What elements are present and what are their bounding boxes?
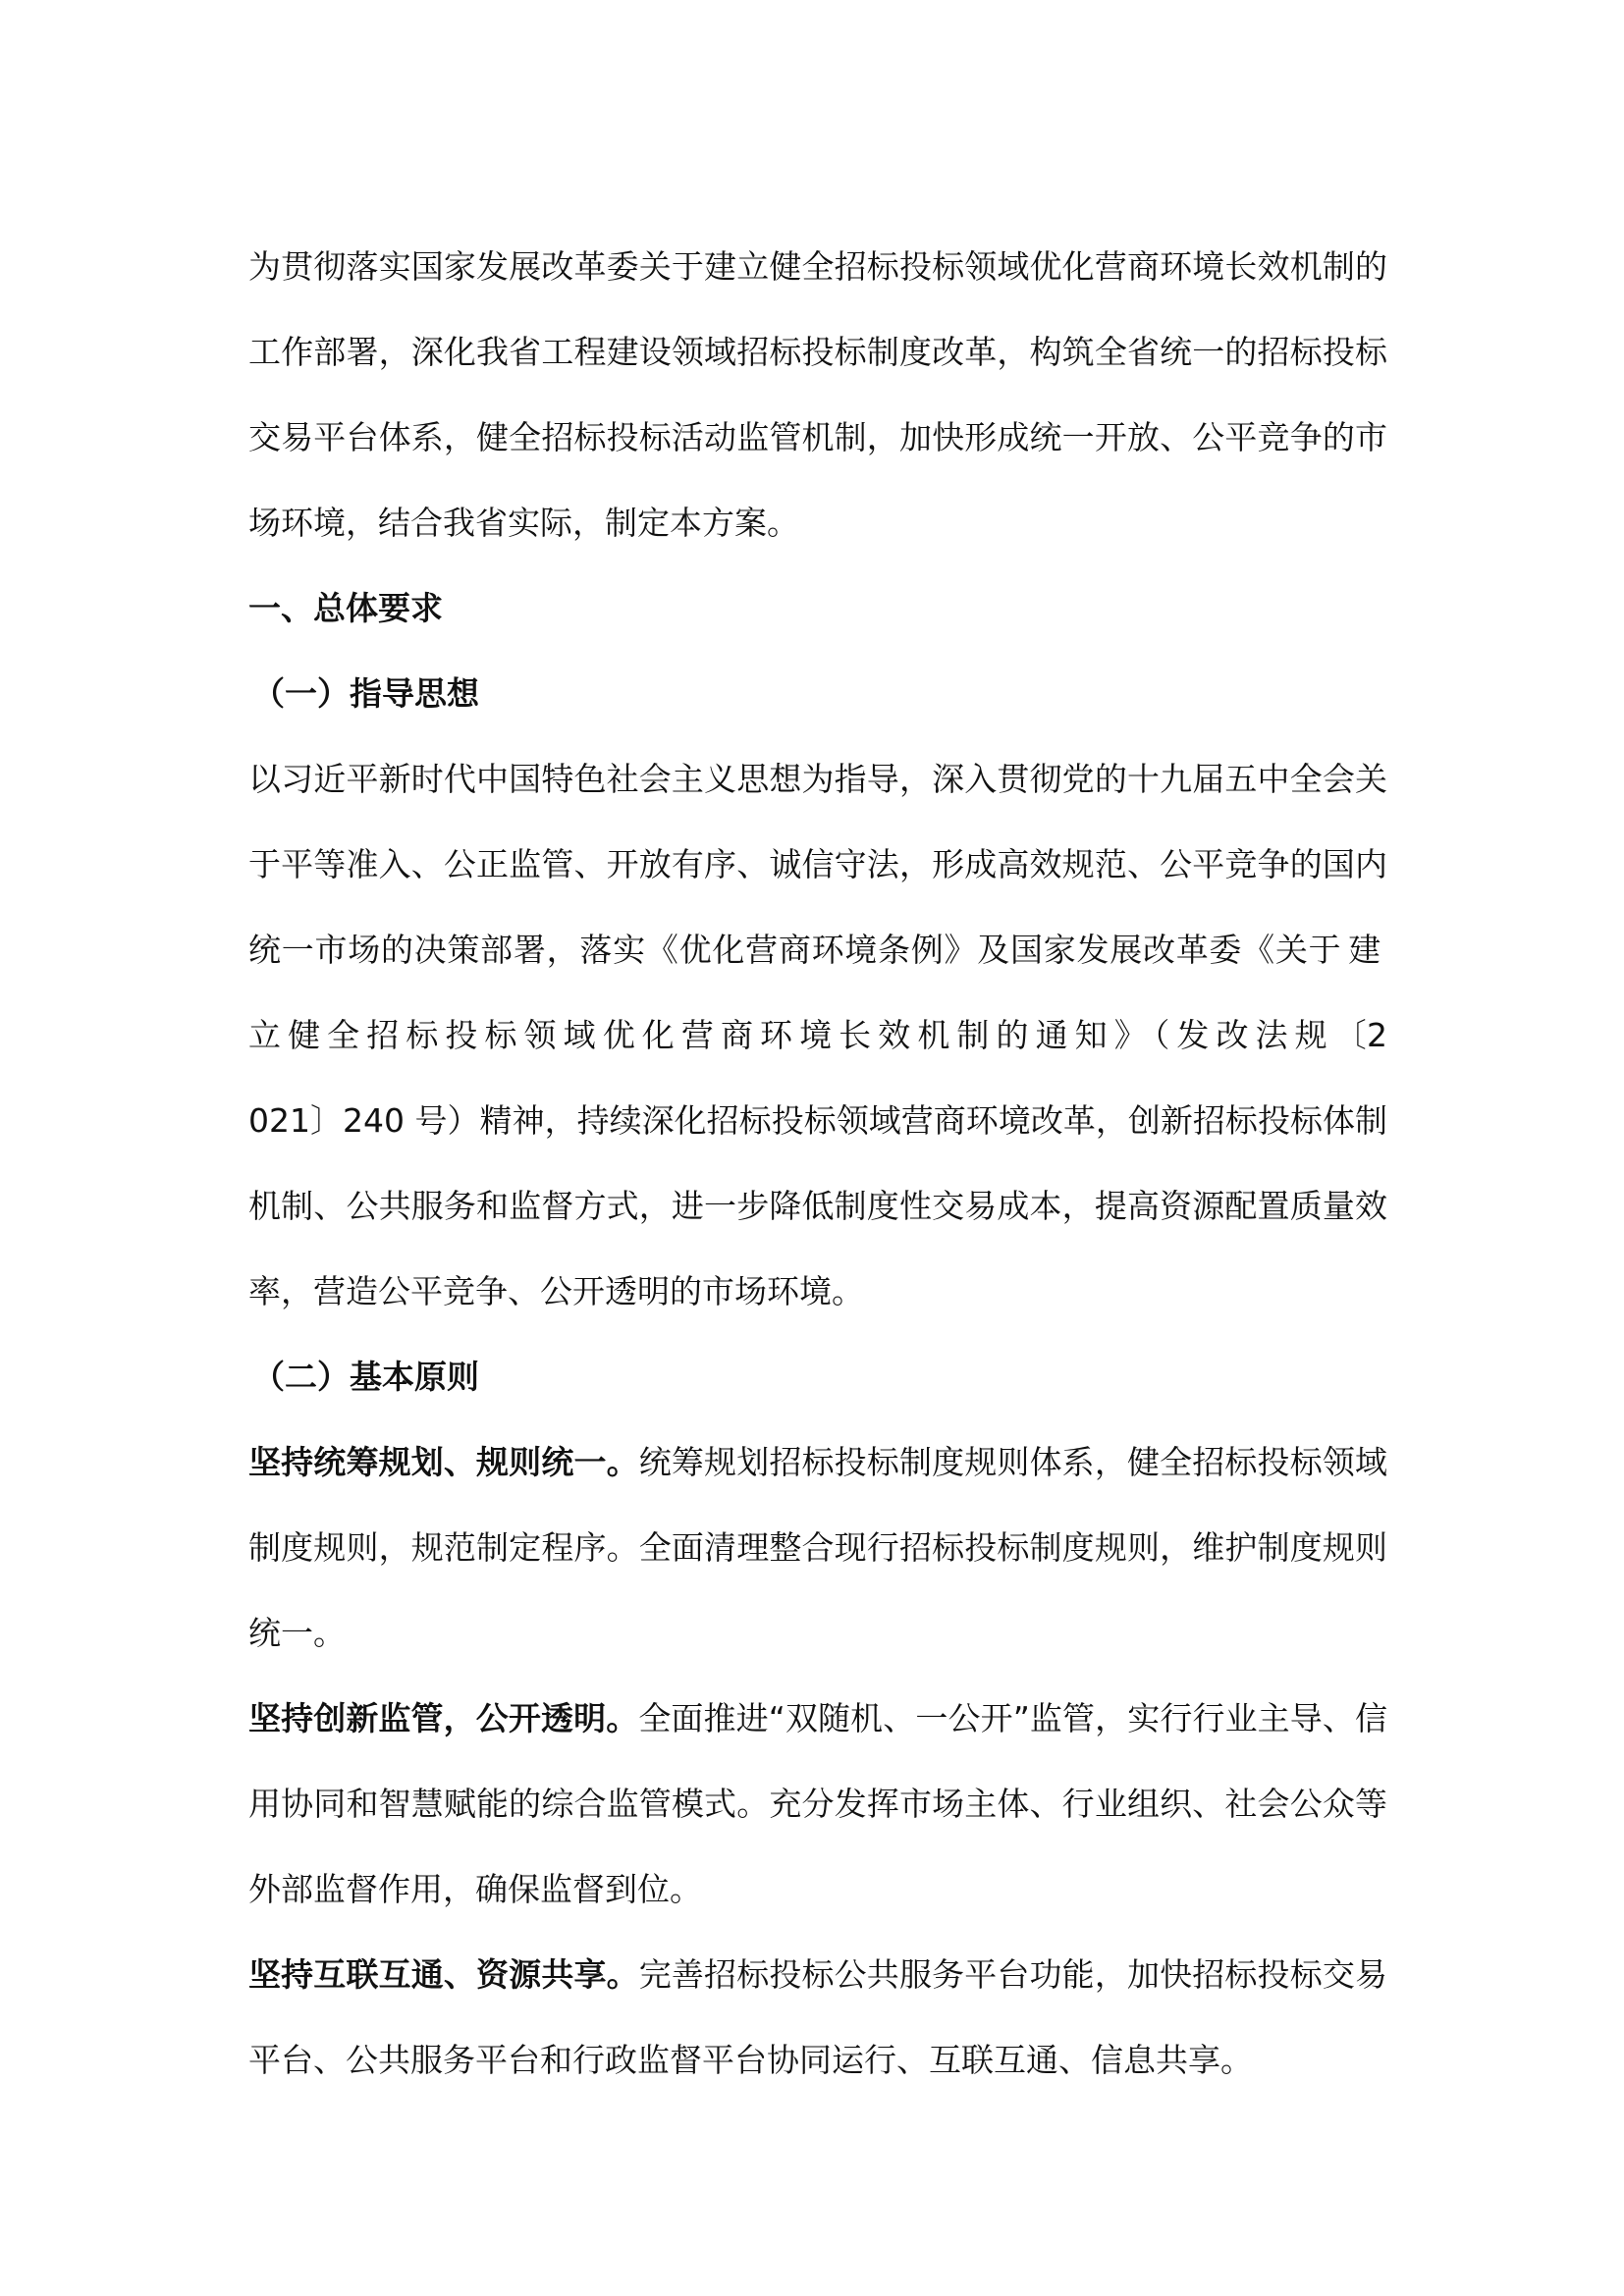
principle-text: 统筹规划招标投标制度规则体系，健全招标投标领域制度规则，规范制定程序。全面清理整合现行招标投标制度规则，维护制度规则统一。: [248, 1443, 1388, 1652]
section-heading: 一、总体要求: [248, 589, 443, 627]
principle-paragraph: [248, 1419, 1387, 1676]
subsection-heading-guiding-thought: （一）指导思想: [252, 674, 479, 713]
subsection-heading-basic-principles: （二）基本原则: [252, 1358, 479, 1396]
intro-paragraph: 为贯彻落实国家发展改革委关于建立健全招标投标领域优化营商环境长效机制的工作部署，深化我省工程建设领域招标投标制度改革，构筑全省统一的招标投标交易平台体系，健全招标投标活动监管机制，加快形成统一开放、公平竞争的市场环境，结合我省实际，制定本方案。: [248, 247, 1387, 542]
guiding-thought-text-2: 于建立健全招标投标领域优化营商环境长效机制的通知》（发改法规: [248, 931, 1387, 1054]
document-body: [248, 224, 1387, 2103]
principle-text: 完善招标投标公共服务平台功能，加快招标投标交易平台、公共服务平台和行政监督平台协同运行、互联互通、信息共享。: [248, 1955, 1388, 2079]
principle-lead: 坚持统筹规划、规则统一。: [248, 1443, 639, 1481]
guiding-thought-text-3: 〔2021〕240 号）精神，持续深化招标投标领域营商环境改革，创新招标投标体制机制、公共服务和监督方式，进一步降低制度性交易成本，提高资源配置质量效率，营造公平竞争、公开透明的市场环境。: [248, 1016, 1387, 1310]
principle-paragraph: [248, 1676, 1387, 1932]
principle-lead: 坚持创新监管，公开透明。: [248, 1699, 639, 1737]
guiding-thought-paragraph: [248, 736, 1387, 1334]
guiding-thought-text-1: 以习近平新时代中国特色社会主义思想为指导，深入贯彻党的十九届五中全会关于平等准入、公正监管、开放有序、诚信守法，形成高效规范、公平竞争的国内统一市场的决策部署，落实《优化营商环境条例》及国家发展改革委《关: [248, 760, 1387, 969]
principle-lead: 坚持互联互通、资源共享。: [248, 1955, 639, 1994]
principle-paragraph: [248, 1932, 1387, 2103]
principle-text: 全面推进“双随机、一公开”监管，实行行业主导、信用协同和智慧赋能的综合监管模式。充分发挥市场主体、行业组织、社会公众等外部监督作用，确保监督到位。: [248, 1699, 1388, 1908]
